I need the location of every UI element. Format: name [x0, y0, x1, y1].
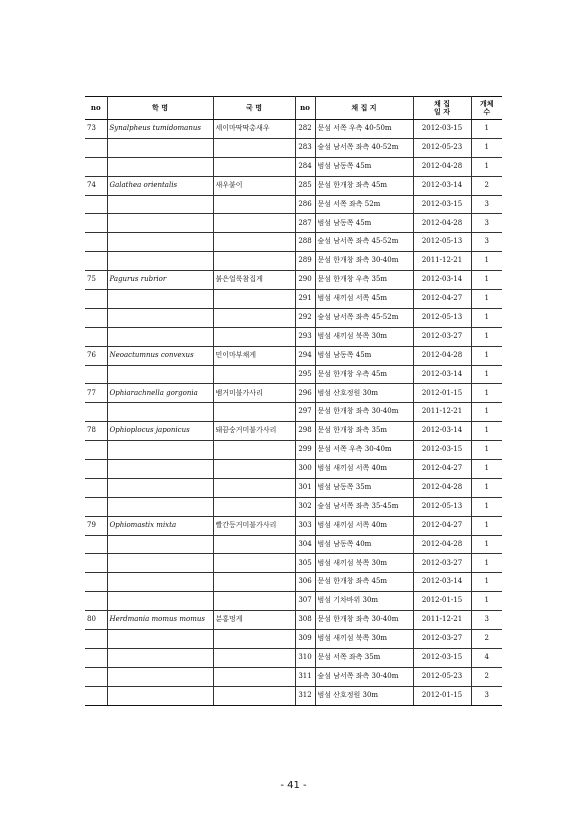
table-row [85, 573, 502, 592]
cell-record-no: 285 [295, 176, 315, 195]
table-row [85, 195, 502, 214]
cell-count: 1 [471, 460, 502, 479]
cell-record-no: 299 [295, 441, 315, 460]
cell-korean-name [213, 667, 295, 686]
table-row [85, 667, 502, 686]
cell-korean-name [213, 592, 295, 611]
cell-count: 1 [471, 478, 502, 497]
cell-record-no: 293 [295, 327, 315, 346]
cell-scientific-name: Ophioplocus japonicus [107, 422, 213, 441]
cell-location: 범섬 산호정원 30m [315, 686, 413, 705]
cell-record-no: 307 [295, 592, 315, 611]
cell-record-no: 291 [295, 290, 315, 309]
cell-location: 문섬 한개창 좌측 35m [315, 422, 413, 441]
cell-korean-name [213, 554, 295, 573]
table-row [85, 460, 502, 479]
table-row [85, 630, 502, 649]
cell-record-no: 284 [295, 157, 315, 176]
cell-korean-name [213, 648, 295, 667]
cell-korean-name [213, 441, 295, 460]
table-row [85, 384, 502, 403]
table-row [85, 176, 502, 195]
cell-date: 2012-03-15 [413, 648, 471, 667]
cell-location: 범섬 기차바위 30m [315, 592, 413, 611]
cell-scientific-name: Galathea orientalis [107, 176, 213, 195]
cell-date: 2012-01-15 [413, 592, 471, 611]
cell-count: 1 [471, 535, 502, 554]
cell-location: 범섬 남동쪽 45m [315, 214, 413, 233]
cell-record-no: 292 [295, 308, 315, 327]
header-count-line1: 개체 [479, 98, 494, 108]
cell-date: 2012-04-28 [413, 535, 471, 554]
cell-no: 76 [85, 346, 107, 365]
cell-count: 1 [471, 384, 502, 403]
table-row [85, 327, 502, 346]
cell-location: 문섬 서쪽 좌측 52m [315, 195, 413, 214]
cell-korean-name: 붉은얼룩참집게 [213, 271, 295, 290]
cell-korean-name [213, 327, 295, 346]
cell-no [85, 497, 107, 516]
cell-no [85, 630, 107, 649]
cell-location: 문섬 한개창 좌측 30-40m [315, 611, 413, 630]
cell-scientific-name: Synalpheus tumidomanus [107, 120, 213, 139]
cell-record-no: 300 [295, 460, 315, 479]
cell-korean-name [213, 138, 295, 157]
cell-no: 73 [85, 120, 107, 139]
cell-record-no: 295 [295, 365, 315, 384]
table-row [85, 157, 502, 176]
cell-scientific-name [107, 233, 213, 252]
cell-no [85, 554, 107, 573]
cell-location: 숲섬 남서쪽 좌측 35-45m [315, 497, 413, 516]
cell-no [85, 290, 107, 309]
cell-korean-name [213, 460, 295, 479]
header-date [413, 97, 471, 120]
cell-count: 1 [471, 308, 502, 327]
cell-scientific-name [107, 138, 213, 157]
cell-no [85, 403, 107, 422]
cell-no [85, 157, 107, 176]
table-row [85, 252, 502, 271]
cell-record-no: 286 [295, 195, 315, 214]
cell-scientific-name [107, 460, 213, 479]
header-date-line1: 채 집 [434, 98, 450, 108]
table-row [85, 403, 502, 422]
table-row [85, 497, 502, 516]
cell-location: 범섬 새끼섬 북쪽 30m [315, 327, 413, 346]
cell-record-no: 308 [295, 611, 315, 630]
table-row [85, 214, 502, 233]
cell-korean-name [213, 497, 295, 516]
cell-no [85, 460, 107, 479]
cell-location: 범섬 새끼섬 서쪽 45m [315, 290, 413, 309]
cell-scientific-name [107, 592, 213, 611]
cell-korean-name [213, 308, 295, 327]
cell-record-no: 294 [295, 346, 315, 365]
header-count-line2: 수 [483, 107, 491, 116]
cell-location: 문섬 한개창 좌측 45m [315, 176, 413, 195]
cell-date: 2012-03-14 [413, 176, 471, 195]
cell-scientific-name [107, 630, 213, 649]
table-row [85, 441, 502, 460]
cell-korean-name: 돼끔숭거미불가사리 [213, 422, 295, 441]
table-row [85, 686, 502, 705]
cell-scientific-name [107, 648, 213, 667]
cell-scientific-name [107, 554, 213, 573]
cell-count: 1 [471, 271, 502, 290]
cell-date: 2012-01-15 [413, 384, 471, 403]
cell-date: 2012-03-27 [413, 630, 471, 649]
header-no: no [85, 97, 107, 120]
cell-scientific-name [107, 478, 213, 497]
cell-record-no: 287 [295, 214, 315, 233]
cell-location: 문섬 서쪽 우측 30-40m [315, 441, 413, 460]
cell-record-no: 289 [295, 252, 315, 271]
cell-korean-name: 뱀거미불가사리 [213, 384, 295, 403]
cell-count: 1 [471, 252, 502, 271]
table-row [85, 271, 502, 290]
cell-no [85, 478, 107, 497]
table-row [85, 535, 502, 554]
cell-no [85, 441, 107, 460]
cell-scientific-name: Pagurus rubrior [107, 271, 213, 290]
cell-no [85, 195, 107, 214]
cell-record-no: 310 [295, 648, 315, 667]
cell-location: 숲섬 남서쪽 좌측 40-52m [315, 138, 413, 157]
cell-no [85, 648, 107, 667]
cell-scientific-name [107, 686, 213, 705]
cell-scientific-name [107, 157, 213, 176]
cell-no [85, 308, 107, 327]
cell-location: 범섬 산호정원 30m [315, 384, 413, 403]
cell-date: 2012-04-28 [413, 214, 471, 233]
cell-korean-name [213, 686, 295, 705]
cell-date: 2012-04-27 [413, 516, 471, 535]
cell-date: 2012-03-15 [413, 195, 471, 214]
cell-record-no: 309 [295, 630, 315, 649]
cell-korean-name: 새우붙이 [213, 176, 295, 195]
cell-date: 2012-03-14 [413, 422, 471, 441]
table-row [85, 554, 502, 573]
cell-scientific-name [107, 308, 213, 327]
cell-count: 1 [471, 365, 502, 384]
cell-count: 1 [471, 516, 502, 535]
cell-scientific-name: Herdmania momus momus [107, 611, 213, 630]
cell-record-no: 283 [295, 138, 315, 157]
table-row [85, 290, 502, 309]
header-date-line2: 일 자 [434, 107, 450, 116]
cell-location: 범섬 남동쪽 45m [315, 157, 413, 176]
cell-count: 1 [471, 120, 502, 139]
table-row [85, 120, 502, 139]
cell-location: 문섬 서쪽 좌측 35m [315, 648, 413, 667]
table-row [85, 648, 502, 667]
cell-no: 79 [85, 516, 107, 535]
table-row [85, 346, 502, 365]
cell-count: 3 [471, 233, 502, 252]
cell-scientific-name [107, 441, 213, 460]
cell-scientific-name [107, 667, 213, 686]
cell-korean-name [213, 252, 295, 271]
cell-date: 2012-03-15 [413, 120, 471, 139]
cell-date: 2012-05-13 [413, 308, 471, 327]
cell-date: 2012-05-13 [413, 497, 471, 516]
cell-date: 2012-04-28 [413, 346, 471, 365]
header-scientific-name: 학 명 [107, 97, 213, 120]
table-row [85, 422, 502, 441]
cell-no [85, 667, 107, 686]
table-body [85, 120, 502, 706]
cell-record-no: 311 [295, 667, 315, 686]
table-row [85, 138, 502, 157]
cell-korean-name [213, 365, 295, 384]
table-row [85, 233, 502, 252]
header-count [471, 97, 502, 120]
cell-location: 범섬 남동쪽 35m [315, 478, 413, 497]
cell-location: 범섬 새끼섬 서쪽 40m [315, 460, 413, 479]
cell-count: 3 [471, 195, 502, 214]
cell-date: 2011-12-21 [413, 403, 471, 422]
cell-record-no: 282 [295, 120, 315, 139]
cell-location: 문섬 한개창 좌측 30-40m [315, 252, 413, 271]
cell-date: 2012-03-27 [413, 554, 471, 573]
cell-record-no: 312 [295, 686, 315, 705]
table-header [85, 97, 502, 120]
cell-count: 2 [471, 630, 502, 649]
cell-location: 숲섬 남서쪽 좌측 30-40m [315, 667, 413, 686]
cell-no [85, 327, 107, 346]
cell-korean-name [213, 214, 295, 233]
cell-count: 2 [471, 667, 502, 686]
cell-korean-name [213, 157, 295, 176]
cell-no [85, 686, 107, 705]
cell-count: 1 [471, 573, 502, 592]
cell-count: 1 [471, 592, 502, 611]
cell-scientific-name [107, 403, 213, 422]
cell-date: 2012-05-13 [413, 233, 471, 252]
cell-scientific-name: Ophiarachnella gorgonia [107, 384, 213, 403]
cell-date: 2012-01-15 [413, 686, 471, 705]
cell-no: 75 [85, 271, 107, 290]
cell-record-no: 305 [295, 554, 315, 573]
cell-no: 78 [85, 422, 107, 441]
cell-record-no: 306 [295, 573, 315, 592]
cell-korean-name [213, 535, 295, 554]
cell-date: 2012-04-27 [413, 290, 471, 309]
cell-count: 1 [471, 403, 502, 422]
cell-count: 3 [471, 611, 502, 630]
cell-date: 2012-05-23 [413, 138, 471, 157]
cell-record-no: 288 [295, 233, 315, 252]
cell-count: 1 [471, 422, 502, 441]
cell-no [85, 365, 107, 384]
table-row [85, 611, 502, 630]
cell-scientific-name: Neoactumnus convexus [107, 346, 213, 365]
cell-korean-name [213, 195, 295, 214]
cell-korean-name: 민이마부채게 [213, 346, 295, 365]
cell-scientific-name [107, 327, 213, 346]
cell-no [85, 592, 107, 611]
cell-location: 범섬 새끼섬 서쪽 40m [315, 516, 413, 535]
cell-korean-name: 분홍멍게 [213, 611, 295, 630]
cell-location: 범섬 새끼섬 북쪽 30m [315, 554, 413, 573]
header-location: 채 집 지 [315, 97, 413, 120]
cell-count: 1 [471, 290, 502, 309]
table-row [85, 592, 502, 611]
header-no2: no [295, 97, 315, 120]
table-row [85, 308, 502, 327]
table-row [85, 478, 502, 497]
cell-scientific-name [107, 290, 213, 309]
cell-location: 범섬 새끼섬 북쪽 30m [315, 630, 413, 649]
cell-scientific-name [107, 365, 213, 384]
cell-korean-name [213, 290, 295, 309]
cell-date: 2012-05-23 [413, 667, 471, 686]
cell-korean-name [213, 573, 295, 592]
cell-record-no: 297 [295, 403, 315, 422]
cell-date: 2012-03-14 [413, 365, 471, 384]
cell-korean-name [213, 630, 295, 649]
cell-date: 2012-03-15 [413, 441, 471, 460]
cell-date: 2011-12-21 [413, 252, 471, 271]
header-korean-name: 국 명 [213, 97, 295, 120]
cell-record-no: 302 [295, 497, 315, 516]
cell-location: 숲섬 남서쪽 좌측 45-52m [315, 233, 413, 252]
cell-korean-name: 세이마딱딱총새우 [213, 120, 295, 139]
cell-location: 범섬 남동쪽 40m [315, 535, 413, 554]
cell-no: 74 [85, 176, 107, 195]
cell-korean-name [213, 478, 295, 497]
table-row [85, 365, 502, 384]
cell-count: 1 [471, 327, 502, 346]
cell-no [85, 233, 107, 252]
cell-location: 문섬 한개창 우측 45m [315, 365, 413, 384]
cell-date: 2012-04-27 [413, 460, 471, 479]
header-row [85, 97, 502, 120]
cell-scientific-name [107, 214, 213, 233]
cell-location: 문섬 한개창 좌측 45m [315, 573, 413, 592]
cell-location: 숲섬 남서쪽 좌측 45-52m [315, 308, 413, 327]
cell-record-no: 303 [295, 516, 315, 535]
cell-scientific-name [107, 535, 213, 554]
cell-scientific-name [107, 573, 213, 592]
cell-scientific-name: Ophiomastix mixta [107, 516, 213, 535]
cell-date: 2012-04-28 [413, 478, 471, 497]
cell-count: 1 [471, 441, 502, 460]
cell-record-no: 304 [295, 535, 315, 554]
cell-korean-name [213, 233, 295, 252]
cell-no: 80 [85, 611, 107, 630]
cell-location: 범섬 남동쪽 45m [315, 346, 413, 365]
cell-count: 1 [471, 554, 502, 573]
cell-record-no: 296 [295, 384, 315, 403]
cell-location: 문섬 한개창 좌측 30-40m [315, 403, 413, 422]
cell-date: 2012-04-28 [413, 157, 471, 176]
cell-no [85, 535, 107, 554]
cell-record-no: 290 [295, 271, 315, 290]
cell-record-no: 301 [295, 478, 315, 497]
cell-location: 문섬 서쪽 우측 40-50m [315, 120, 413, 139]
cell-count: 3 [471, 686, 502, 705]
cell-korean-name [213, 403, 295, 422]
cell-scientific-name [107, 252, 213, 271]
cell-scientific-name [107, 497, 213, 516]
page-number: - 41 - [280, 780, 307, 791]
cell-no [85, 214, 107, 233]
cell-date: 2012-03-27 [413, 327, 471, 346]
cell-scientific-name [107, 195, 213, 214]
species-table [85, 96, 502, 706]
cell-date: 2012-03-14 [413, 271, 471, 290]
cell-count: 1 [471, 497, 502, 516]
cell-count: 2 [471, 176, 502, 195]
cell-no [85, 573, 107, 592]
cell-count: 1 [471, 157, 502, 176]
cell-count: 1 [471, 138, 502, 157]
cell-count: 1 [471, 346, 502, 365]
cell-no [85, 252, 107, 271]
cell-date: 2012-03-14 [413, 573, 471, 592]
cell-date: 2011-12-21 [413, 611, 471, 630]
cell-count: 4 [471, 648, 502, 667]
table-row [85, 516, 502, 535]
cell-location: 문섬 한개창 우측 35m [315, 271, 413, 290]
cell-no: 77 [85, 384, 107, 403]
cell-no [85, 138, 107, 157]
cell-record-no: 298 [295, 422, 315, 441]
cell-korean-name: 빨간등거미불가사리 [213, 516, 295, 535]
cell-count: 3 [471, 214, 502, 233]
